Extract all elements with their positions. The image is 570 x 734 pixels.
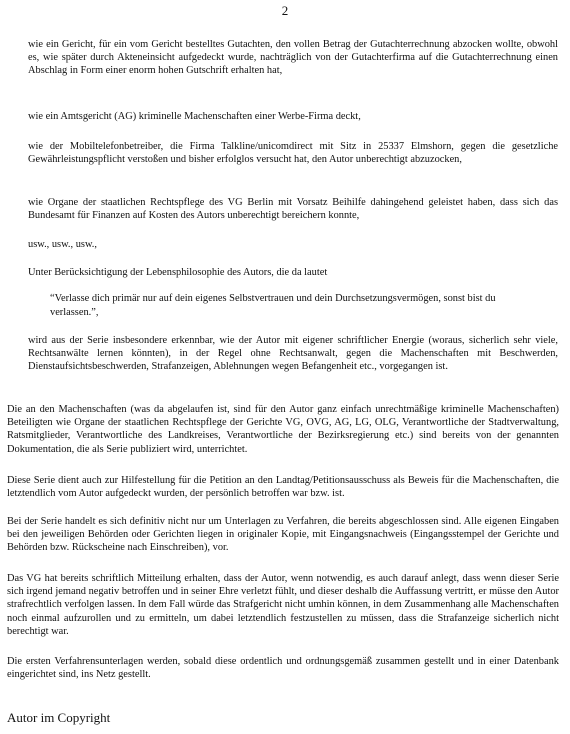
- paragraph-beteiligte: Die an den Machenschaften (was da abgelaufen ist, sind für den Autor ganz einfach unrechtmäßige kriminelle Machenschaften) Beteiligten wie Organe der staatlichen Rechtspflege der Gerichte VG, OVG, AG, LG, OLG, Verantwortliche der Stadtverwaltung, Ratsmitglieder, Verantwortliche des Landkreises, Verantwortliche der Bezirksregierung etc.) sind bereits von der genannten Dokumentation, die als Serie publiziert wird, unterrichtet.: [7, 404, 559, 455]
- paragraph-usw: usw., usw., usw.,: [28, 239, 97, 250]
- paragraph-energie: wird aus der Serie insbesondere erkennbar, wie der Autor mit eigener schriftlicher Energie (woraus, sicherlich sehr viele, Rechtsanwälte lernen könnten), in der Regel ohne Rechtsanwalt, gegen die Machenschaften mit Beschwerden, Dienstaufsichtsbeschwerden, Strafanzeigen, Ablehnungen wegen Befangenheit etc., vorgegangen ist.: [28, 335, 558, 373]
- paragraph-lebensphilosophie: Unter Berücksichtigung der Lebensphilosophie des Autors, die da lautet: [28, 267, 328, 278]
- paragraph-amtsgericht: wie ein Amtsgericht (AG) kriminelle Machenschaften einer Werbe-Firma deckt,: [28, 111, 361, 122]
- paragraph-datenbank: Die ersten Verfahrensunterlagen werden, sobald diese ordentlich und ordnungsgemäß zusammen gestellt und in einer Datenbank eingerichtet sind, ins Netz gestellt.: [7, 656, 559, 681]
- motto-quote: “Verlasse dich primär nur auf dein eigenes Selbstvertrauen und dein Durchsetzungsvermögen, sonst bist du verlassen.”,: [50, 293, 496, 318]
- paragraph-vg-berlin: wie Organe der staatlichen Rechtspflege des VG Berlin mit Vorsatz Beihilfe dahingehend geleistet haben, dass sich das Bundesamt für Finanzen auf Kosten des Autors unberechtigt bereichern konnte,: [28, 197, 558, 222]
- paragraph-unterlagen: Bei der Serie handelt es sich definitiv nicht nur um Unterlagen zu Verfahren, die bereits abgeschlossen sind. Alle eigenen Eingaben bei den jeweiligen Behörden oder Gerichten liegen in originaler Kopie, mit Eingangsnachweis (Eingangsstempel der Gerichte und Behörden bzw. Rückscheine nach Einschreiben), vor.: [7, 516, 559, 554]
- paragraph-petition: Diese Serie dient auch zur Hilfestellung für die Petition an den Landtag/Petitionsausschuss als Beweis für die Machenschaften, die letztendlich vom Autor aufgedeckt wurden, der persönlich betroffen war bzw. ist.: [7, 475, 559, 500]
- paragraph-strafgericht: Das VG hat bereits schriftlich Mitteilung erhalten, dass der Autor, wenn notwendig, es auch darauf anlegt, dass wenn dieser Serie sich irgend jemand negativ betroffen und in seiner Ehre verletzt fühlt, und dieser deshalb die Auffassung vertritt, er müsse den Autor strafrechtlich verfolgen lassen. In dem Fall würde das Strafgericht nicht umhin können, in dem Zusammenhang alle Machenschaften noch einmal aufzurollen und zu ermitteln, um dabei letztendlich festzustellen zu müssen, dass die Strafanzeige sicherlich nicht berechtigt war.: [7, 573, 559, 637]
- author-signature: Autor im Copyright: [7, 710, 111, 725]
- page-number: 2: [281, 3, 289, 18]
- paragraph-talkline: wie der Mobiltelefonbetreiber, die Firma Talkline/unicomdirect mit Sitz in 25337 Elmshorn, gegen die gesetzliche Gewährleistungspflicht verstoßen und bisher erfolglos versucht hat, den Autor unberechtigt abzuzocken,: [28, 141, 558, 166]
- paragraph-gutachten: wie ein Gericht, für ein vom Gericht bestelltes Gutachten, den vollen Betrag der Gutachterrechnung abzocken wollte, obwohl es, wie später durch Akteneinsicht aufgedeckt wurde, nachträglich von der Gutachterfirma auf die Gutachterrechnung einen Abschlag in Form einer enorm hohen Gutschrift erhalten hat,: [28, 39, 558, 77]
